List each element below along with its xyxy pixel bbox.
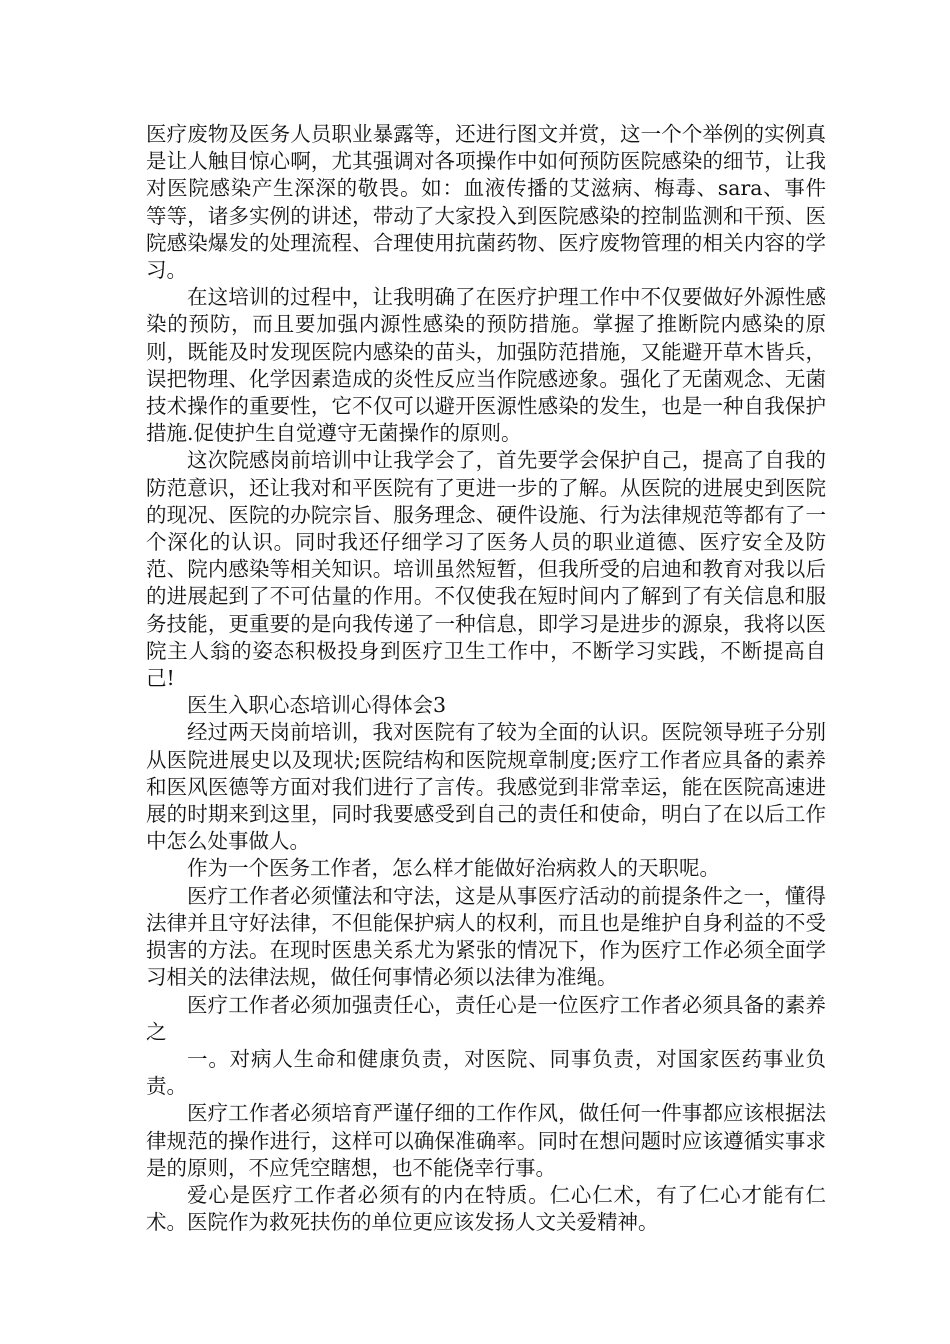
paragraph-9: 医疗工作者必须培育严谨仔细的工作作风，做任何一件事都应该根据法律规范的操作进行，这样可以确保准确率。同时在想问题时应该遵循实事求是的原则，不应凭空瞎想，也不能侥幸行事。	[146, 1101, 826, 1180]
paragraph-8: 一。对病人生命和健康负责，对医院、同事负责，对国家医药事业负责。	[146, 1046, 826, 1099]
paragraph-3: 这次院感岗前培训中让我学会了，首先要学会保护自己，提高了自我的防范意识，还让我对和平医院有了更进一步的了解。从医院的进展史到医院的现况、医院的办院宗旨、服务理念、硬件设施、行为法律规范等都有了一个深化的认识。同时我还仔细学习了医务人员的职业道德、医疗安全及防范、院内感染等相关知识。培训虽然短暂，但我所受的启迪和教育对我以后的进展起到了不可估量的作用。不仅使我在短时间内了解到了有关信息和服务技能，更重要的是向我传递了一种信息，即学习是进步的源泉，我将以医院主人翁的姿态积极投身到医疗卫生工作中，不断学习实践，不断提高自己!	[146, 448, 826, 691]
paragraph-4: 经过两天岗前培训，我对医院有了较为全面的认识。医院领导班子分别从医院进展史以及现状;医院结构和医院规章制度;医疗工作者应具备的素养和医风医德等方面对我们进行了言传。我感觉到非常幸运，能在医院高速进展的时期来到这里，同时我要感受到自己的责任和使命，明白了在以后工作中怎么处事做人。	[146, 720, 826, 854]
paragraph-1: 医疗废物及医务人员职业暴露等，还进行图文并赏，这一个个举例的实例真是让人触目惊心啊，尤其强调对各项操作中如何预防医院感染的细节，让我对医院感染产生深深的敬畏。如：血液传播的艾滋病、梅毒、sara、事件等等，诸多实例的讲述，带动了大家投入到医院感染的控制监测和干预、医院感染爆发的处理流程、合理使用抗菌药物、医疗废物管理的相关内容的学习。	[146, 122, 826, 283]
section-heading: 医生入职心态培训心得体会3	[187, 693, 447, 718]
paragraph-6: 医疗工作者必须懂法和守法，这是从事医疗活动的前提条件之一，懂得法律并且守好法律，不但能保护病人的权利，而且也是维护自身利益的不受损害的方法。在现时医患关系尤为紧张的情况下，作为医疗工作必须全面学习相关的法律法规，做任何事情必须以法律为准绳。	[146, 883, 826, 990]
paragraph-5: 作为一个医务工作者，怎么样才能做好治病救人的天职呢。	[187, 856, 720, 881]
document-body	[146, 121, 826, 1236]
paragraph-10: 爱心是医疗工作者必须有的内在特质。仁心仁术，有了仁心才能有仁术。医院作为救死扶伤的单位更应该发扬人文关爱精神。	[146, 1182, 826, 1235]
paragraph-2: 在这培训的过程中，让我明确了在医疗护理工作中不仅要做好外源性感染的预防，而且要加强内源性感染的预防措施。掌握了推断院内感染的原则，既能及时发现医院内感染的苗头，加强防范措施，又能避开草木皆兵，误把物理、化学因素造成的炎性反应当作院感迹象。强化了无菌观念、无菌技术操作的重要性，它不仅可以避开医源性感染的发生，也是一种自我保护措施.促使护生自觉遵守无菌操作的原则。	[146, 285, 826, 446]
paragraph-7: 医疗工作者必须加强责任心，责任心是一位医疗工作者必须具备的素养之	[146, 992, 826, 1044]
